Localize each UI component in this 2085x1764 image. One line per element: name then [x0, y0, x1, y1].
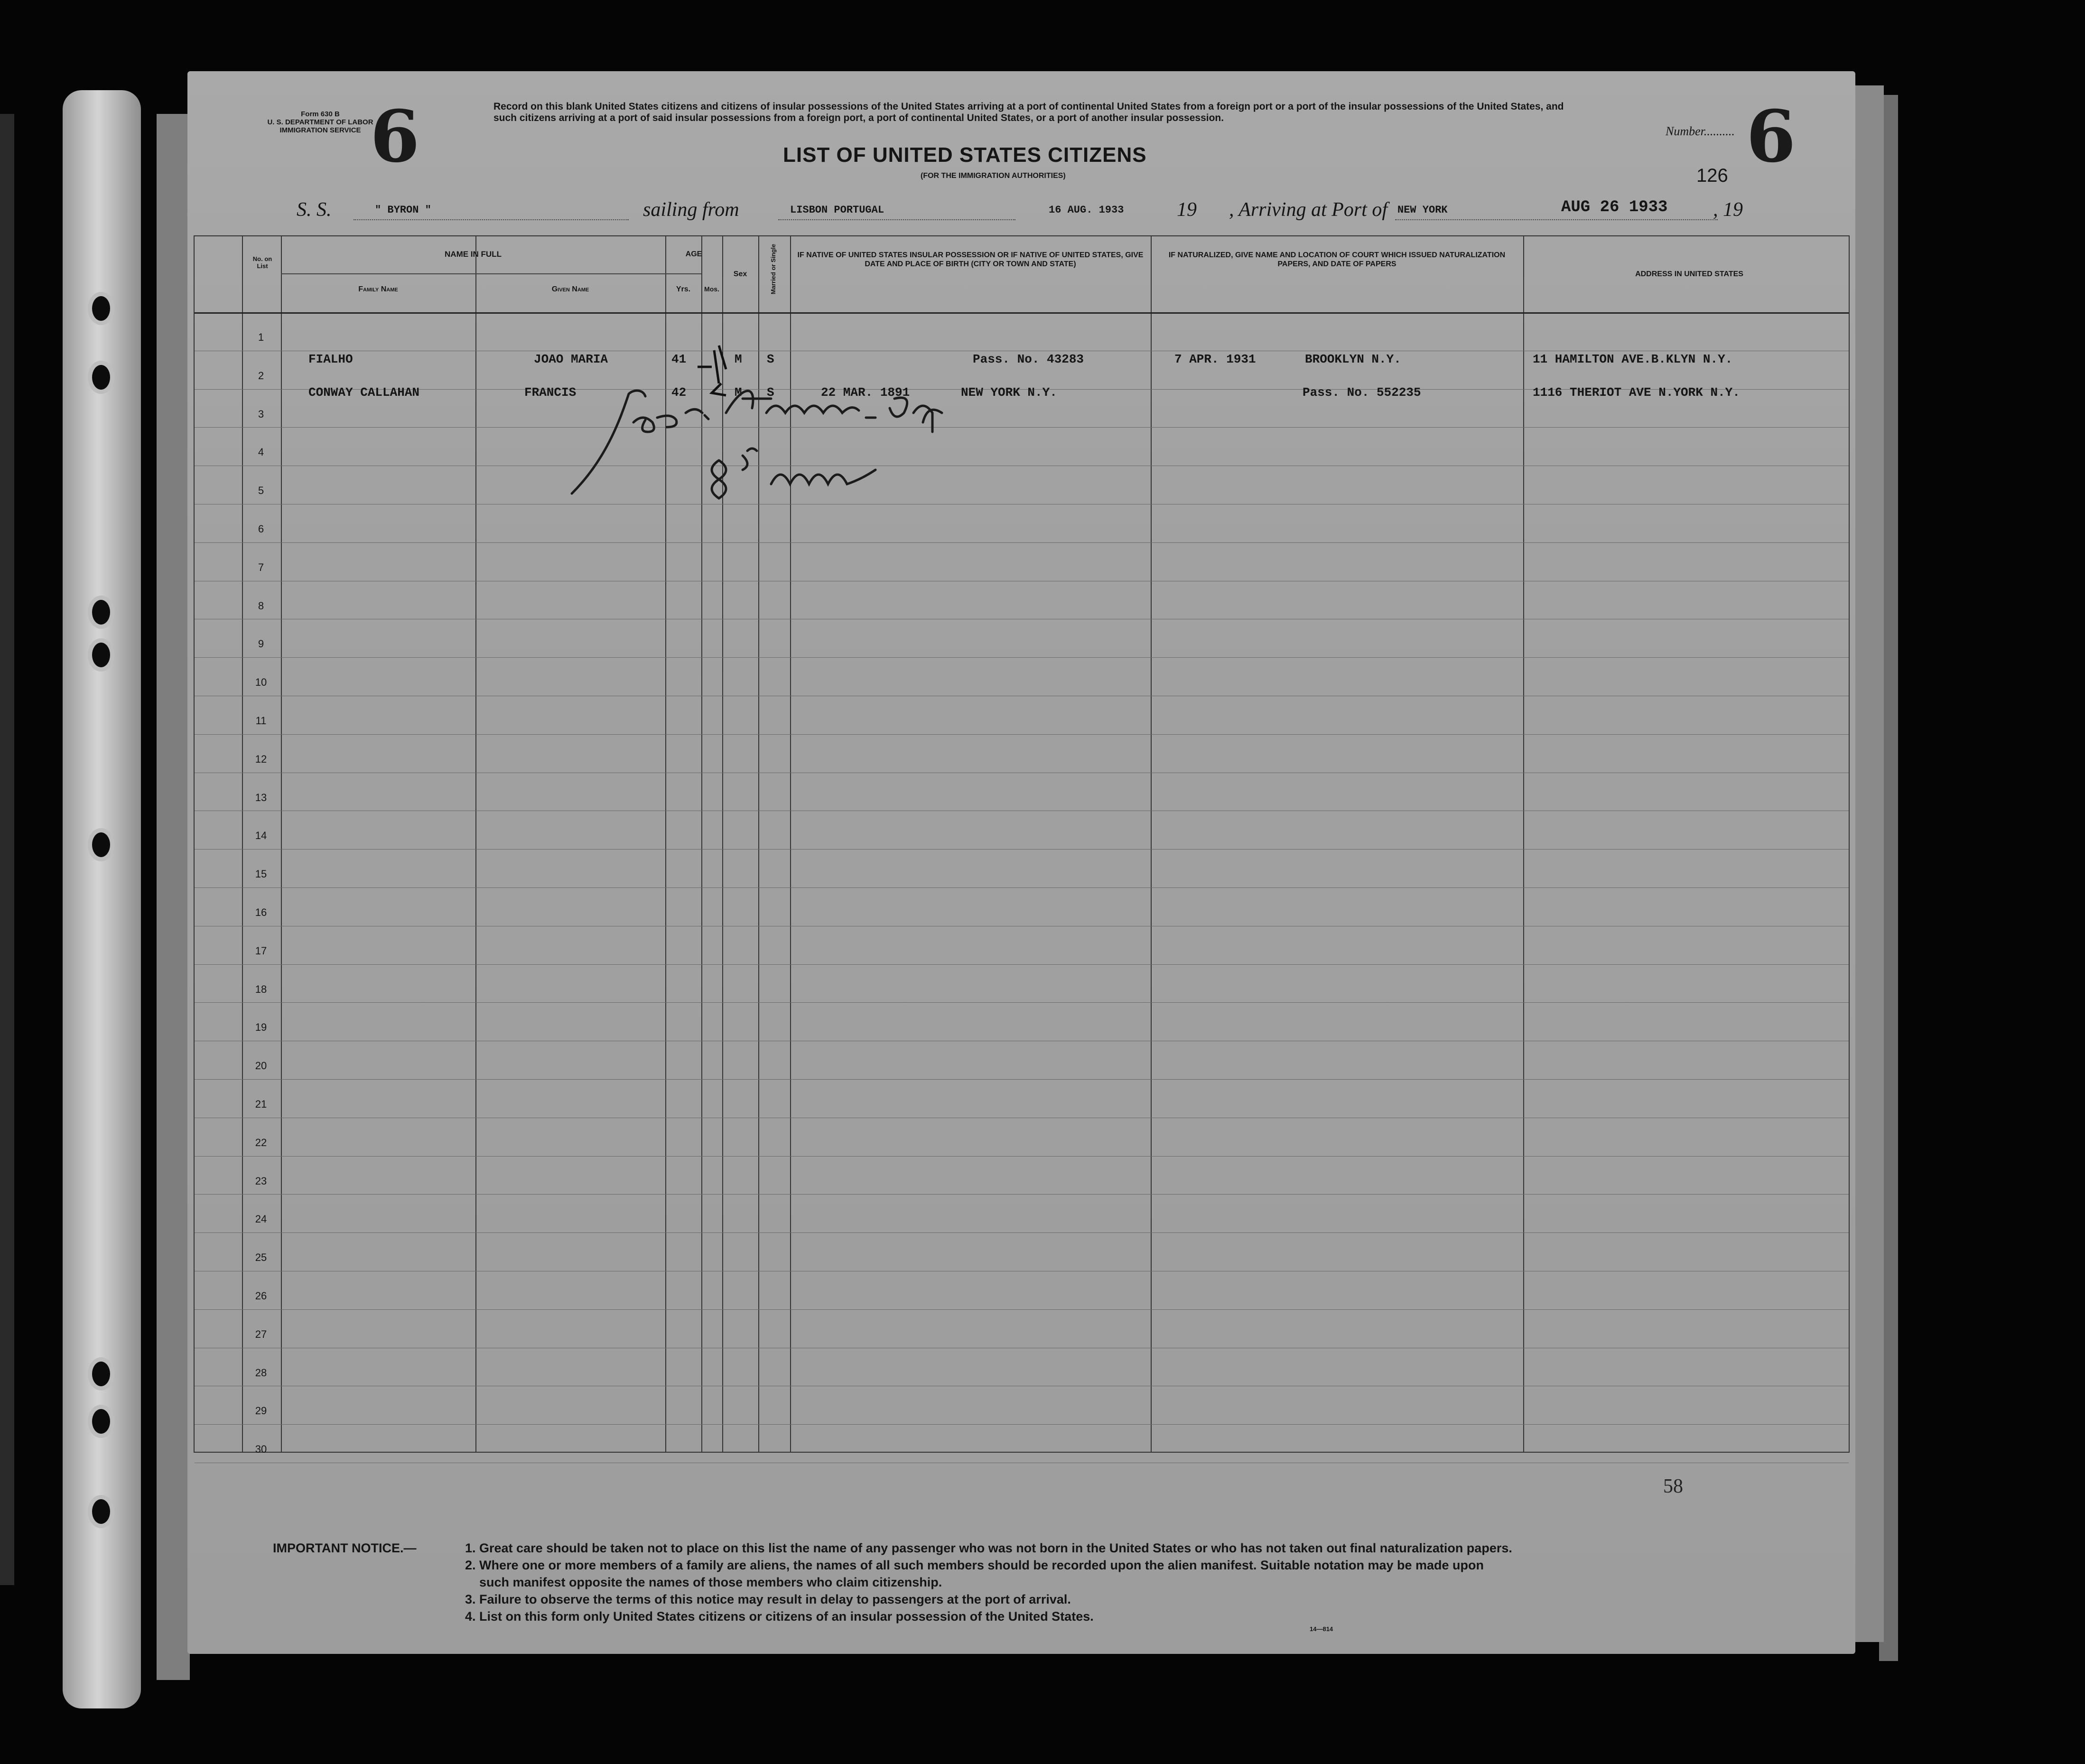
header-naturalized: IF NATURALIZED, GIVE NAME AND LOCATION OF COURT WHICH ISSUED NATURALIZATION PAPERS, AND DATE OF PAPERS	[1168, 251, 1506, 268]
row-number: 25	[255, 1251, 267, 1264]
row-number: 6	[258, 523, 264, 535]
right-backing-sheet	[1851, 85, 1884, 1642]
row-number: 13	[255, 791, 267, 803]
entry-2-marital: S	[767, 385, 774, 400]
row-number: 11	[255, 715, 267, 727]
row-number: 4	[258, 446, 264, 458]
table-row-rule	[195, 887, 1849, 888]
inspector-signature	[562, 380, 1051, 508]
column-rule	[1151, 236, 1152, 1452]
table-row-rule	[195, 657, 1849, 658]
entry-2-given-name: FRANCIS	[524, 385, 577, 400]
header-sex: Sex	[733, 270, 747, 278]
header-address: ADDRESS IN UNITED STATES	[1635, 270, 1743, 278]
form-number-block	[263, 110, 377, 134]
service-label: IMMIGRATION SERVICE	[279, 126, 361, 134]
column-rule	[281, 236, 282, 1452]
notice-item-1: 1. Great care should be taken not to place on this list the name of any passenger who was not born in the United States or who has not taken out final naturalization papers.	[465, 1541, 1512, 1555]
row-number: 10	[255, 676, 267, 689]
header-family-name: Family Name	[358, 285, 398, 293]
row-number: 7	[258, 561, 264, 573]
row-number: 5	[258, 485, 264, 497]
table-row-rule	[195, 964, 1849, 965]
list-number-left: 6	[370, 95, 420, 178]
column-rule	[242, 236, 243, 1452]
entry-2-passport: Pass. No. 552235	[1303, 385, 1421, 400]
header-native-birth: IF NATIVE OF UNITED STATES INSULAR POSSESSION OR IF NATIVE OF UNITED STATES, GIVE DATE AND PLACE OF BIRTH (CITY OR TOWN AND STATE)	[797, 251, 1144, 268]
notice-item-4: 4. List on this form only United States citizens or citizens of an insular possession of the United States.	[465, 1609, 1094, 1624]
binder-hole	[88, 828, 114, 861]
sailing-from-label: sailing from	[643, 199, 739, 221]
header-subrule	[281, 273, 701, 274]
arrival-port: NEW YORK	[1397, 204, 1448, 216]
row-number: 14	[255, 830, 267, 842]
binder-hole	[88, 361, 114, 394]
table-row-rule	[195, 1309, 1849, 1310]
ss-label: S. S.	[297, 199, 332, 221]
entry-1-family-name: FIALHO	[308, 352, 353, 366]
arriving-at-port-label: , Arriving at Port of	[1229, 199, 1388, 221]
table-row-rule	[195, 542, 1849, 543]
table-row-rule	[195, 1156, 1849, 1157]
number-label: Number..........	[1666, 124, 1735, 138]
table-row-rule	[195, 1194, 1849, 1195]
sheet-number: 126	[1696, 165, 1728, 186]
entry-1-address: 11 HAMILTON AVE.B.KLYN N.Y.	[1533, 352, 1733, 366]
dotted-rule	[354, 219, 629, 220]
record-instructions: Record on this blank United States citizens and citizens of insular possessions of the United States arriving at a port of continental United States from a foreign port or a port of the insular possessions of the United States, and such citizens arriving at a port of said insular possessions from a foreign port, a port of continental United States, or a port of another insular possession.	[493, 101, 1564, 123]
notice-item-2-cont: such manifest opposite the names of those members who claim citizenship.	[479, 1575, 942, 1589]
entry-1-naturalization-court: BROOKLYN N.Y.	[1305, 352, 1401, 366]
table-row-rule	[195, 1002, 1849, 1003]
dotted-rule	[778, 219, 1015, 220]
page-mark: 58	[1663, 1475, 1683, 1497]
row-number: 21	[255, 1098, 267, 1110]
row-number: 15	[255, 868, 267, 880]
entry-2-age-years: 42	[671, 385, 687, 400]
header-no-on-list: No. on List	[252, 255, 272, 270]
departure-port: LISBON PORTUGAL	[790, 204, 884, 216]
list-number-right: 6	[1746, 95, 1796, 178]
page-title: LIST OF UNITED STATES CITIZENS	[783, 143, 1147, 167]
important-notice	[273, 1540, 416, 1556]
entry-1-given-name: JOAO MARIA	[534, 352, 608, 366]
row-number: 29	[255, 1405, 267, 1417]
entry-2-birth-place: NEW YORK N.Y.	[961, 385, 1057, 400]
header-married-or-single: Married or Single	[770, 243, 777, 295]
page-subtitle: (FOR THE IMMIGRATION AUTHORITIES)	[921, 172, 1066, 180]
notice-heading: IMPORTANT NOTICE.—	[273, 1541, 417, 1555]
dotted-rule	[1395, 219, 1718, 220]
binder-hole	[88, 292, 114, 325]
column-rule	[1523, 236, 1524, 1452]
entry-1-passport: Pass. No. 43283	[973, 352, 1084, 366]
row-number: 8	[258, 599, 264, 612]
year-prefix-departure: 19	[1177, 199, 1197, 221]
entry-1-age-years: 41	[671, 352, 687, 366]
row-number: 22	[255, 1136, 267, 1148]
header-rule	[195, 312, 1849, 314]
entry-1-sex: M	[735, 352, 742, 366]
ship-name: " BYRON "	[375, 204, 431, 216]
left-edge-strip	[0, 114, 14, 1585]
row-number: 2	[258, 369, 264, 382]
row-number: 23	[255, 1175, 267, 1187]
entry-1-naturalization-date: 7 APR. 1931	[1174, 352, 1256, 366]
row-number: 26	[255, 1290, 267, 1302]
row-number: 28	[255, 1366, 267, 1379]
department-label: U. S. DEPARTMENT OF LABOR	[267, 118, 373, 126]
row-number: 12	[255, 753, 267, 765]
entry-1-marital: S	[767, 352, 774, 366]
binder-hole	[88, 1357, 114, 1391]
table-row-rule	[195, 734, 1849, 735]
row-number: 9	[258, 638, 264, 650]
arrival-date-stamp: AUG 26 1933	[1561, 198, 1668, 216]
row-number: 20	[255, 1060, 267, 1072]
binder-hole	[88, 638, 114, 672]
header-given-name: Given Name	[551, 285, 589, 293]
departure-date: 16 AUG. 1933	[1049, 204, 1124, 216]
row-number: 16	[255, 906, 267, 918]
binder-hole	[88, 596, 114, 629]
form-number: Form 630 B	[301, 110, 340, 118]
year-prefix-arrival: , 19	[1713, 199, 1743, 221]
row-number: 27	[255, 1328, 267, 1340]
table-row-rule	[195, 1079, 1849, 1080]
row-number: 17	[255, 944, 267, 957]
left-backing-sheet	[157, 114, 190, 1680]
row-number: 1	[258, 331, 264, 343]
entry-2-address: 1116 THERIOT AVE N.YORK N.Y.	[1533, 385, 1740, 400]
print-code: 14—814	[1310, 1625, 1333, 1633]
binder-hole	[88, 1405, 114, 1438]
header-age: AGE	[685, 250, 702, 258]
table-row-rule	[195, 1424, 1849, 1425]
header-name-in-full: NAME IN FULL	[445, 250, 502, 259]
table-row-rule	[195, 1232, 1849, 1233]
row-number: 18	[255, 983, 267, 995]
header-age-months: Mos.	[704, 285, 719, 293]
entry-2-birth-date: 22 MAR. 1891	[821, 385, 910, 400]
row-number: 3	[258, 408, 264, 420]
notice-item-3: 3. Failure to observe the terms of this notice may result in delay to passengers at the port of arrival.	[465, 1592, 1071, 1606]
row-number: 19	[255, 1021, 267, 1034]
binder-hole	[88, 1495, 114, 1528]
entry-2-family-name: CONWAY CALLAHAN	[308, 385, 420, 400]
row-number: 30	[255, 1443, 267, 1456]
notice-item-2: 2. Where one or more members of a family are aliens, the names of all such members should be recorded upon the alien manifest. Suitable notation may be made upon	[465, 1558, 1484, 1572]
column-rule	[475, 236, 476, 1452]
header-age-years: Yrs.	[676, 285, 691, 293]
binder-roll	[63, 90, 141, 1708]
entry-2-sex: M	[735, 385, 742, 400]
row-number: 24	[255, 1213, 267, 1225]
